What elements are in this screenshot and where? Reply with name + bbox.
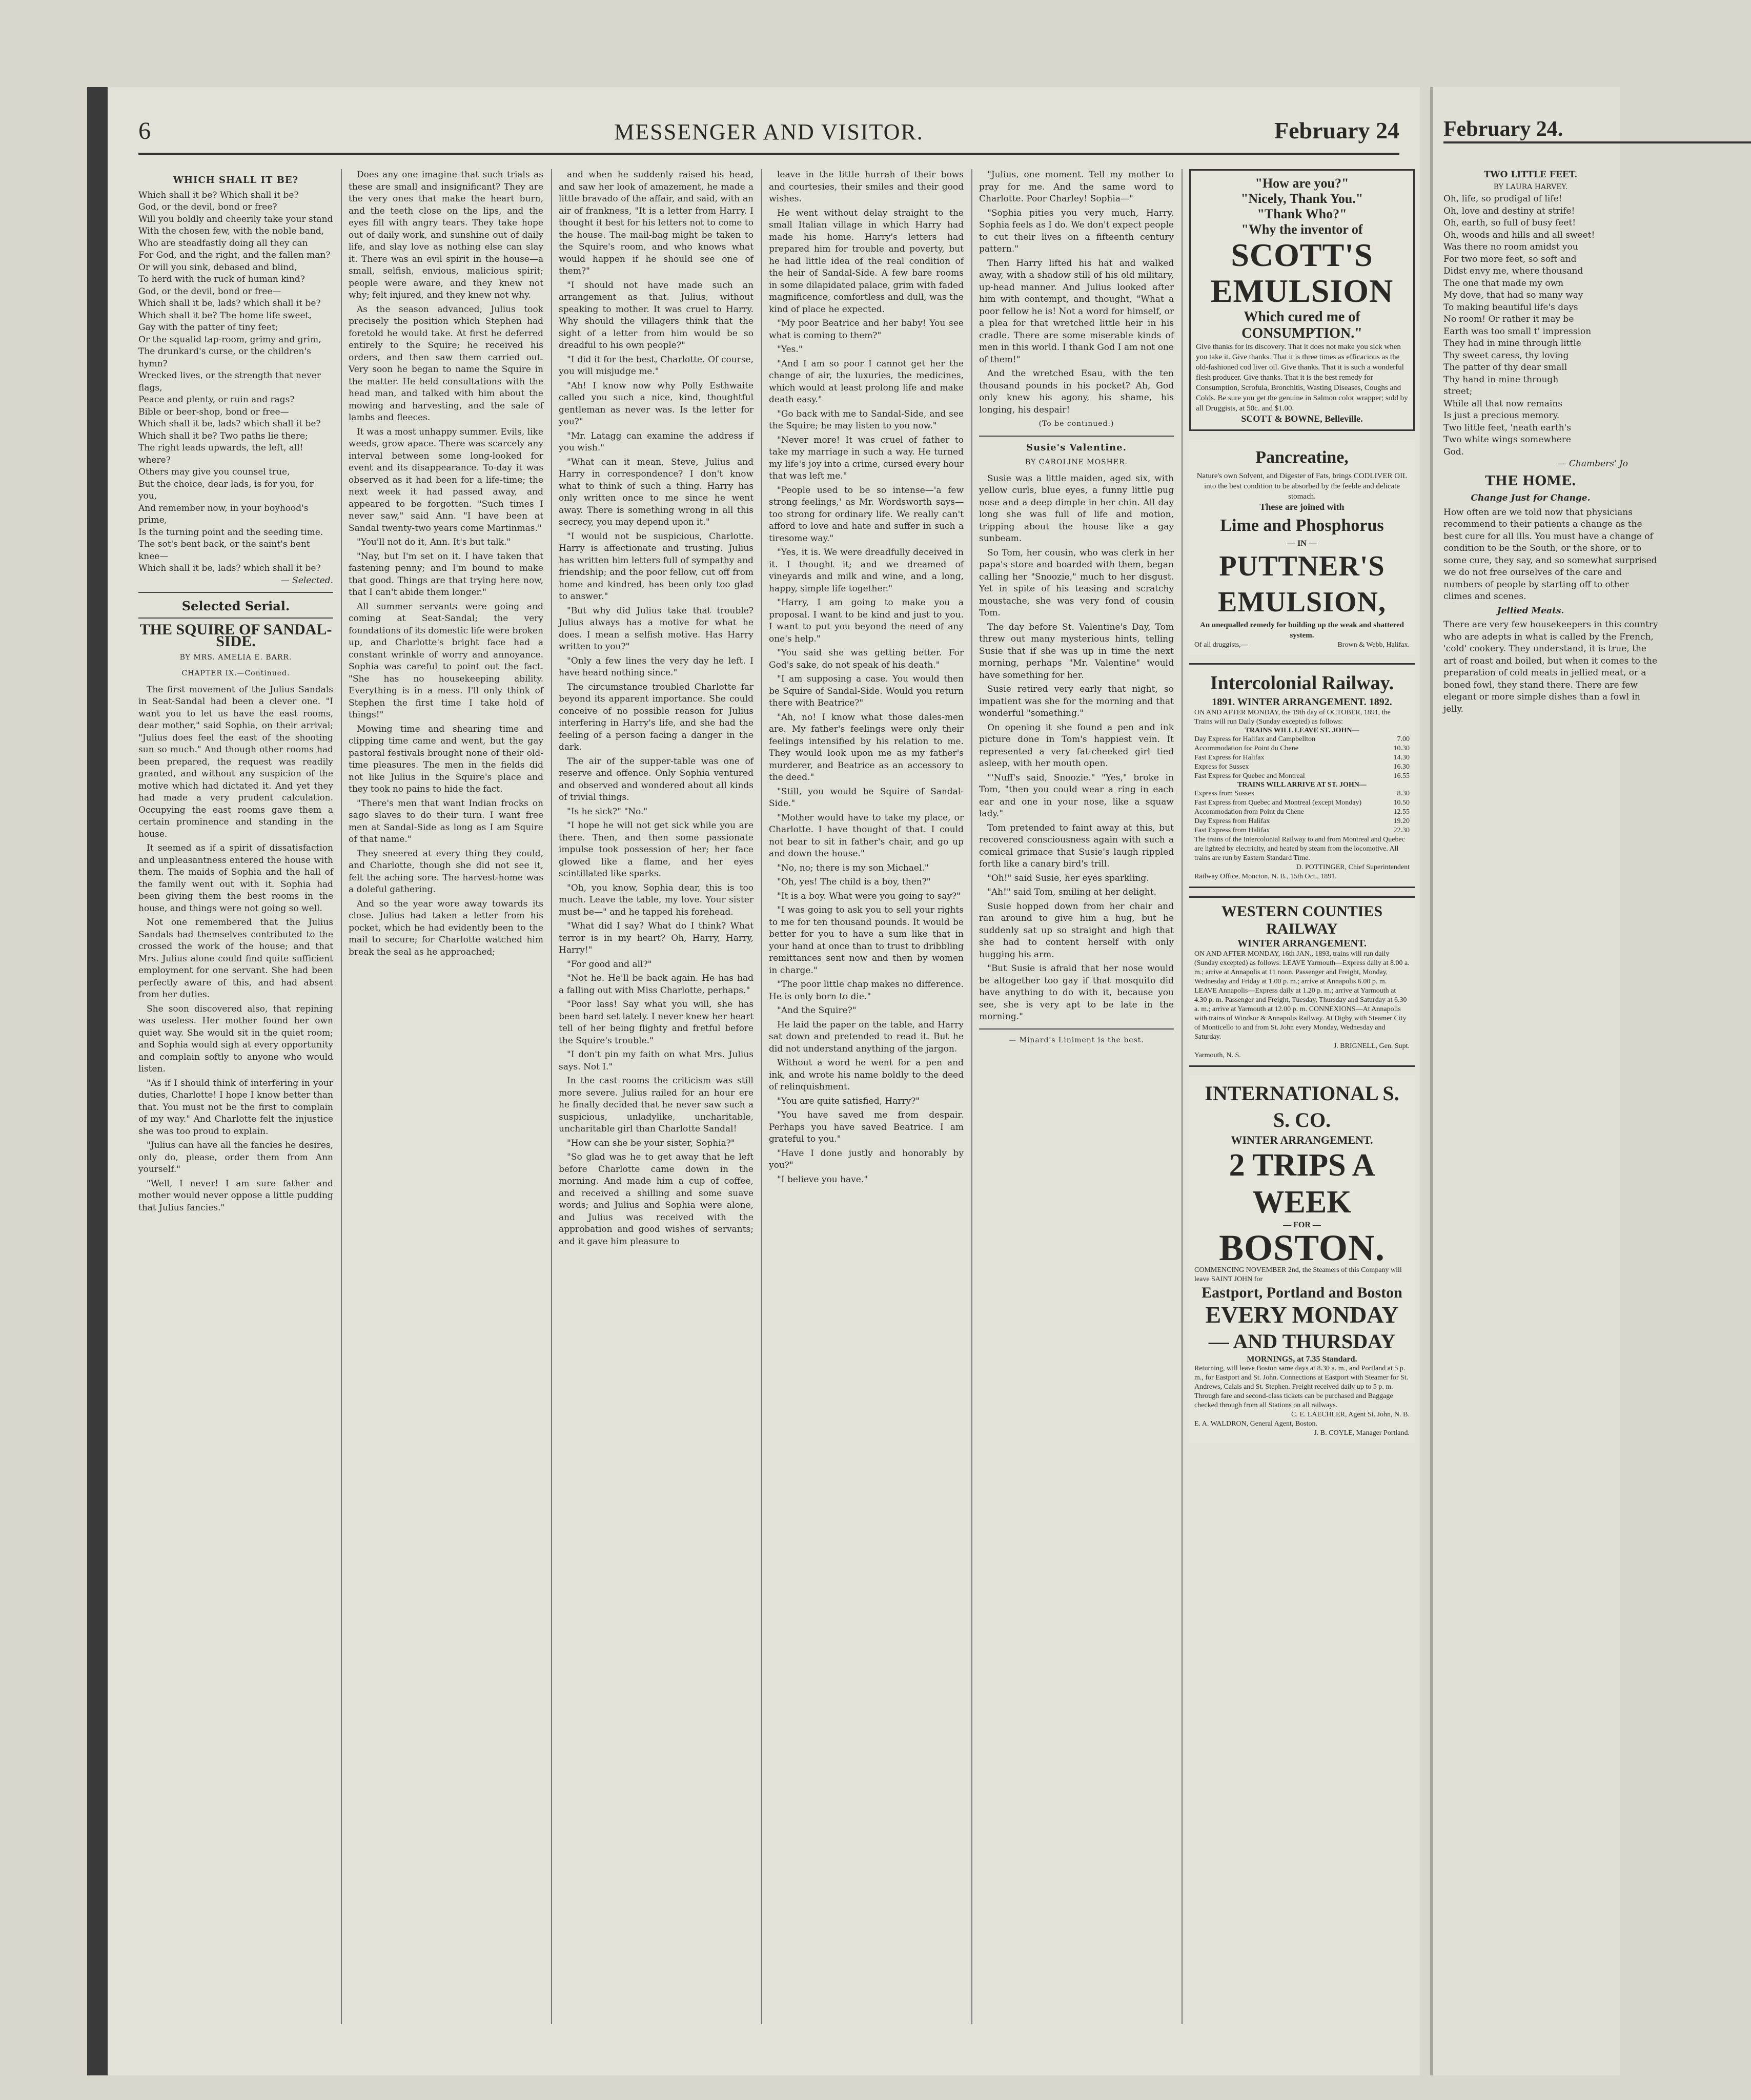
paragraph: "I am supposing a case. You would then be Squire of Sandal-Side. Would you return there with Beatrice?" [769, 674, 964, 708]
paragraph: "Is he sick?" "No." [567, 806, 648, 817]
timetable-row [1194, 798, 1410, 808]
timetable-row [1194, 772, 1410, 781]
train-time: 16.55 [1393, 772, 1410, 780]
paragraph: So Tom, her cousin, who was clerk in her papa's store and boarded with them, began calling her "Snoozie," much to her disgust. Yet in spite of his teasing and scratchy moustache, she was very fond of cousin Tom. [979, 547, 1174, 618]
train-time: 12.55 [1393, 808, 1410, 816]
chapter-heading: CHAPTER IX.—Continued. [181, 669, 290, 677]
paragraph: The day before St. Valentine's Day, Tom threw out many mysterious hints, telling Susie that if she was up in time the next morning, perhaps "Mr. Valentine" would have something for her. [979, 622, 1174, 681]
divider [979, 436, 1174, 437]
paragraph: Susie hopped down from her chair and ran around to give him a hug, but he suddenly sat up so straight and high that she had to content herself with only hugging his arm. [979, 901, 1174, 960]
paragraph: "Ah!" said Tom, smiling at her delight. [987, 887, 1157, 897]
paragraph: "I should not have made such an arrangement as that. Julius, without speaking to mother. It was cruel to Harry. Why should the villagers think that the sight of a letter from him would be so dreadful to his own people?" [559, 280, 754, 351]
ad-line: WINTER ARRANGEMENT. [1231, 1134, 1373, 1146]
paragraph: He laid the paper on the table, and Harry sat down and pretended to read it. But he did not understand anything of the jargon. [769, 1019, 964, 1054]
story-title: Susie's Valentine. [1026, 442, 1127, 453]
divider [979, 1028, 1174, 1030]
paragraph: "Yes." [777, 344, 803, 355]
paragraph: "I don't pin my faith on what Mrs. Julius says. Not I." [559, 1049, 754, 1072]
train-time: 14.30 [1393, 754, 1410, 761]
ad-line: — IN — [1287, 539, 1317, 548]
column-rule [971, 169, 972, 2024]
ad-tagline: Which cured me of CONSUMPTION." [1241, 309, 1362, 341]
ad-brand: PUTTNER'S [1219, 550, 1385, 582]
paragraph: "You have saved me from despair. Perhaps you have saved Beatrice. I am grateful to you." [769, 1110, 964, 1144]
paragraph: Tom pretended to faint away at this, but recovered consciousness again with such a comical grimace that Susie's laugh rippled forth like a canary bird's trill. [979, 822, 1174, 869]
issue-date: February 24 [1274, 117, 1399, 143]
train-name: Express from Sussex [1194, 790, 1255, 797]
paragraph: leave in the little hurrah of their bows and courtesies, their smiles and their good wishes. [769, 170, 964, 204]
divider [138, 617, 333, 619]
paragraph: "People used to be so intense—'a few strong feelings,' as Mr. Wordsworth says—too strong for ordinary life. We really can't afford to love and hate and suffer in such a tiresome way." [769, 485, 964, 544]
paragraph: The air of the supper-table was one of reserve and offence. Only Sophia ventured and observed and wondered about all kinds of trivial things. [559, 756, 754, 802]
paragraph: "It is a boy. What were you going to say?" [777, 891, 961, 901]
paragraph: It was a most unhappy summer. Evils, like weeds, grow apace. There was scarcely any interval between some long-looked for event and its disappearance. To-day it was observed as it had been for a life-time; the next week it had passed away, and appeared to be forgotten. "Such times I never saw," said Ann. "I have been at Sandal twenty-two years come Martinmas." [349, 426, 543, 533]
ad-line: TRAINS WILL ARRIVE AT ST. JOHN— [1237, 781, 1367, 789]
paragraph: In the cast rooms the criticism was still more severe. Julius railed for an hour ere he finally decided that he never saw such a suspicious, unladylike, uncharitable, uncharitable girl than Charlotte Sandal! [559, 1076, 754, 1134]
paragraph: And the wretched Esau, with the ten thousand pounds in his pocket? Ah, God only knew his agony, his shame, his longing, his despair! [979, 368, 1174, 415]
poem-signature: — Selected. [280, 575, 333, 586]
section-heading: THE HOME. [1485, 473, 1576, 489]
paragraph: "Never more! It was cruel of father to take my marriage in such a way. He turned my life's joy into a crime, cursed every hour that was left me." [769, 435, 964, 481]
masthead [138, 117, 1399, 155]
ad-brand: SCOTT'S [1231, 237, 1373, 273]
paragraph: "You said she was getting better. For God's sake, do not speak of his death." [769, 648, 964, 670]
ad-body: COMMENCING NOVEMBER 2nd, the Steamers of this Company will leave SAINT JOHN for [1194, 1266, 1402, 1283]
ad-body: Nature's own Solvent, and Digester of Fats, brings CODLIVER OIL into the best condition to be absorbed by the feeble and delicate stomach. [1196, 472, 1408, 501]
ad-line: "Thank Who?" [1257, 207, 1347, 221]
paper-title: MESSENGER AND VISITOR. [614, 119, 924, 145]
ad-heading: WESTERN COUNTIES RAILWAY [1221, 903, 1383, 937]
ad-body: ON AND AFTER MONDAY, the 19th day of OCTOBER, 1891, the Trains will run Daily (Sunday excepted) as follows: [1194, 709, 1391, 726]
paragraph: "'Nuff's said, Snoozie." "Yes," broke in Tom, "then you could wear a ring in each ear and one in your nose, like a squaw lady." [979, 772, 1174, 819]
paragraph: The first movement of the Julius Sandals in Seat-Sandal had been a clever one. "I want you to let us have the east rooms, dear mother," said Sophia, on their arrival; "Julius does feel the east of the shooting sun so much." And though other rooms had been prepared, the request was readily granted, and without any suspicion of the motive which had dictated it. And yet they had made a very prudent calculation. Occupying the east rooms gave them a certain prominence and standing in the house. [138, 684, 333, 839]
serial-byline: BY MRS. AMELIA E. BARR. [179, 653, 292, 662]
paragraph: On opening it she found a pen and ink picture done in Tom's happiest vein. It represented a very fat-cheeked girl tied asleep, with her mouth open. [979, 722, 1174, 769]
paragraph: "My poor Beatrice and her baby! You see what is coming to them?" [769, 318, 964, 341]
section-heading: Selected Serial. [181, 599, 290, 613]
paragraph: How often are we told now that physicians recommend to their patients a change as the best cure for all ills. You must have a change of condition to be the South, or the shore, or to some cure, they say, and so somewhat surprised we do not free ourselves of the care and numbers of people by starting off to other climes and scenes. [1443, 507, 1657, 602]
column-rule [551, 169, 552, 2024]
paragraph: "Only a few lines the very day he left. I have heard nothing since." [559, 655, 754, 678]
paragraph: Does any one imagine that such trials as these are small and insignificant? They are the very ones that make the heart burn, and the teeth close on the lips, and the eyes fill with angry tears. They take hope out of daily work, and sunshine out of daily life, and slay love as nothing else can slay it. There was an evil spirit in the house—a small, selfish, envious, malicious spirit; people were aware, and they knew not why; felt injured, and they knew not why. [349, 170, 543, 300]
paragraph: Then Harry lifted his hat and walked away, with a shadow still of his old military, up-head manner. And Julius looked after him with contempt, and thought, "What a poor fellow he is! Not a word for himself, or a plea for that wretched little heir in his cradle. There are some miserable kinds of men in this world. I thank God I am not one of them!" [979, 258, 1174, 365]
ad-tagline: An unequalled remedy for building up the weak and shattered system. [1200, 621, 1404, 640]
page-number: 6 [138, 117, 151, 145]
column-3 [559, 169, 754, 2024]
timetable-row [1194, 826, 1410, 835]
puttners-emulsion-ad [1189, 439, 1415, 655]
ad-line: Eastport, Portland and Boston [1202, 1284, 1402, 1301]
paragraph: "Poor lass! Say what you will, she has been hard set lately. I never knew her heart tell of her being flighty and fretful before the Squire's trouble." [559, 999, 754, 1046]
timetable-row [1194, 735, 1410, 744]
paragraph: Mowing time and shearing time and clipping time came and went, but the gay pastoral festivals brought none of their old-time pleasures. The men in the fields did not like Julius in the Squire's place and they took no pains to hide the fact. [349, 724, 543, 794]
paragraph: The circumstance troubled Charlotte far beyond its apparent importance. She could conceive of no possible reason for Julius interfering in Harry's life, and she had the feeling of a person facing a danger in the dark. [559, 682, 754, 752]
column-rule [761, 169, 762, 2024]
paragraph: All summer servants were going and coming at Seat-Sandal; the very foundations of its domestic life were broken up, and Charlotte's bright face had a constant wrinkle of worry and annoyance. Sophia was careful to point out the fact. "She has no housekeeping ability. Everything is in a mess. I'll only think of Stephen the first time I take hold of things!" [349, 601, 543, 720]
paragraph: "For good and all?" [567, 959, 652, 970]
paragraph: As the season advanced, Julius took precisely the position which Stephen had foretold he would take. At first he deferred entirely to the Squire; he received his orders, and then saw them carried out. Very soon he began to name the Squire in the matter. He held consultations with the head man, and talked with him about the mowing and harvesting, and the sale of lambs and fleeces. [349, 304, 543, 423]
column-1 [138, 169, 333, 2024]
paragraph: Without a word he went for a pen and ink, and wrote his name boldly to the deed of relinquishment. [769, 1058, 964, 1092]
paragraph: "And I am so poor I cannot get her the change of air, the luxuries, the medicines, which would at least prolong life and make death easy." [769, 358, 964, 405]
paragraph: "Mr. Latagg can examine the address if you wish." [559, 430, 754, 453]
ad-line: "Why the inventor of [1241, 222, 1363, 237]
poem-title: TWO LITTLE FEET. [1483, 170, 1578, 180]
paragraph: "Mother would have to take my place, or Charlotte. I have thought of that. I could not bear to sit in father's chair, and go up and down the house." [769, 812, 964, 859]
ad-brand: EMULSION, [1218, 586, 1386, 618]
ad-footer [1194, 641, 1410, 650]
paragraph: Susie was a little maiden, aged six, with yellow curls, blue eyes, a funny little pug nose and a deep dimple in her chin. All day long she was full of life and motion, tripping about the house like a gay sunbeam. [979, 473, 1174, 544]
timetable-row [1194, 744, 1410, 753]
paragraph: "I would not be suspicious, Charlotte. Harry is affectionate and trusting. Julius has written him letters full of sympathy and friendship; and the poor fellow, cut off from home and kindred, has been only too glad to answer." [559, 531, 754, 602]
ad-heading: EVERY MONDAY [1205, 1302, 1399, 1328]
paragraph: "What did I say? What do I think? What terror is in my heart? Oh, Harry, Harry, Harry!" [559, 921, 754, 955]
paragraph: They sneered at every thing they could, and Charlotte, though she did not see it, felt the aching sore. The harvest-home was a doleful gathering. [349, 848, 543, 895]
ad-heading: Lime and Phosphorus [1220, 516, 1384, 535]
paragraph: "Harry, I am going to make you a proposal. I want to be kind and just to you. I want to put you beyond the need of any one's help." [769, 598, 964, 644]
footer-note: — Minard's Liniment is the best. [1009, 1036, 1144, 1044]
next-page-column [1443, 169, 1659, 717]
column-rule [1182, 169, 1183, 2024]
next-page-date: February 24. [1443, 117, 1751, 143]
ad-signature: E. A. WALDRON, General Agent, Boston. [1194, 1420, 1318, 1428]
ad-heading: — AND THURSDAY [1208, 1330, 1396, 1353]
advertisements-column [1189, 169, 1415, 2024]
train-name: Accommodation from Point du Chene [1194, 808, 1304, 816]
paragraph: "I believe you have." [777, 1174, 868, 1185]
paragraph: and when he suddenly raised his head, and saw her look of amazement, he made a little bravado of the affair, and said, with an air of frankness, "It is a letter from Harry. I thought it best for his letters not to come to the house. The mail-bag might be taken to the Squire's room, and who knows what would happen if he should see one of them?" [559, 170, 754, 276]
paragraph: "Yes, it is. We were dreadfully deceived in it. I thought it; and we dreamed of vineyards and milk and wine, and a long, happy, simple life together." [769, 547, 964, 594]
paragraph: "Ah, no! I know what those dales-men are. My father's feelings were only their feelings intensified by his relation to me. They would look upon me as my father's murderer, and Beatrice as an accessory to the deed." [769, 712, 964, 783]
timetable-row [1194, 817, 1410, 826]
column-4 [769, 169, 964, 2024]
column-2 [349, 169, 543, 2024]
train-time: 10.30 [1393, 745, 1410, 752]
international-ss-co-ad [1189, 1075, 1415, 1443]
paragraph: "And the Squire?" [777, 1005, 857, 1016]
ad-signature: J. B. COYLE, Manager Portland. [1314, 1429, 1410, 1437]
paragraph: "I hope he will not get sick while you are there. Then, and then some passionate impulse took possession of her; her face glowed like a flame, and her eyes scintillated like sparks. [559, 820, 754, 879]
ad-heading: Pancreatine, [1255, 448, 1349, 467]
ad-firm: SCOTT & BOWNE, Belleville. [1241, 414, 1363, 424]
western-counties-railway-ad [1189, 896, 1415, 1067]
ad-body: The trains of the Intercolonial Railway to and from Montreal and Quebec are lighted by electricity, and heated by steam from the locomotive. All trains are run by Eastern Standard Time. [1194, 836, 1405, 862]
paragraph: She soon discovered also, that repining was useless. Her mother found her own quiet way. She would sit in the quiet room; and Sophia would sigh at every opportunity and complain softly to anyone who would listen. [138, 1003, 333, 1074]
ad-line: TRAINS WILL LEAVE ST. JOHN— [1245, 727, 1359, 734]
paragraph: "You are quite satisfied, Harry?" [777, 1096, 920, 1106]
divider [138, 592, 333, 593]
poem-text: Oh, life, so prodigal of life! Oh, love and destiny at strife! Oh, earth, so full of busy feet! Oh, woods and hills and all sweet! Was there no room amidst you For two more feet, so soft and Didst envy me, where thousand The one that made my own My dove, that had so many way To making beautiful life's days No room! Or rather it may be Earth was too small t' impression They had in mine through little Thy sweet caress, thy loving The patter of thy dear small Thy hand in mine through street; While all that now remains Is just a precious memory. Two little feet, 'neath earth's Two white wings somewhere God. [1443, 194, 1595, 457]
paragraph: "There's men that want Indian frocks on sago slaves to do their turn. I want free men at Sandal-Side as long as I am Squire of that name." [349, 798, 543, 845]
train-name: Fast Express from Halifax [1194, 827, 1270, 834]
train-time: 22.30 [1393, 827, 1410, 834]
ad-heading: INTERNATIONAL S. S. CO. [1205, 1082, 1399, 1131]
ad-heading: Intercolonial Railway. [1210, 672, 1394, 694]
ad-body: Returning, will leave Boston same days at 8.30 a. m., and Portland at 5 p. m., for Eastport and St. John. Connections at Eastport with Steamer for St. Andrews, Calais and St. Stephen. Freight received daily up to 5 p. m. Through fare and second-class tickets can be purchased and Baggage checked through from all Stations on all railways. [1194, 1365, 1409, 1409]
paragraph: "How can she be your sister, Sophia?" [567, 1138, 735, 1148]
continued-note: (To be continued.) [1039, 420, 1114, 428]
train-time: 8.30 [1397, 790, 1410, 797]
timetable-row [1194, 763, 1410, 772]
paragraph: "But Susie is afraid that her nose would be altogether too gay if that mosquito did have anything to do with it, because you see, she is very apt to be late in the morning." [979, 963, 1174, 1022]
ad-signature: D. POTTINGER, Chief Superintendent [1296, 863, 1410, 871]
intercolonial-railway-ad [1189, 663, 1415, 888]
ad-line: MORNINGS, at 7.35 Standard. [1247, 1355, 1357, 1364]
paragraph: "Oh, you know, Sophia dear, this is too much. Leave the table, my love. Your sister must be—" and he tapped his forehead. [559, 882, 754, 917]
paragraph: "Sophia pities you very much, Harry. Sophia feels as I do. We don't expect people to cut their lives on a fifteenth century pattern." [979, 208, 1174, 254]
paragraph: "Oh!" said Susie, her eyes sparkling. [987, 873, 1149, 883]
paragraph: "But why did Julius take that trouble? Julius always has a motive for what he does. I mean a selfish motive. Has Harry written to you?" [559, 605, 754, 652]
paragraph: "Nay, but I'm set on it. I have taken that fastening penny; and I'm bound to make that good. Things are that trying here now, that I can't abide them longer." [349, 551, 543, 598]
poem-text: Which shall it be? Which shall it be? God, or the devil, bond or free? Will you boldly and cheerily take your stand With the chosen few, with the noble band, Who are steadfastly doing all they can For God, and the right, and the fallen man? Or will you sink, debased and blind, To herd with the ruck of human kind? God, or the devil, bond or free— Which shall it be, lads? which shall it be? Which shall it be? The home life sweet, Gay with the patter of tiny feet; Or the squalid tap-room, grimy and grim, The drunkard's curse, or the children's hymn? Wrecked lives, or the strength that never flags, Peace and plenty, or ruin and rags? Bible or beer-shop, bond or free— Which shall it be, lads? which shall it be? Which shall it be? Two paths lie there; The right leads upwards, the left, all! where? Others may give you counsel true, But the choice, dear lads, is for you, for you, And remember now, in your boyhood's prime, Is the turning point and the seeding time. The sot's bent back, or the saint's bent knee— Which shall it be, lads? which shall it be? [138, 190, 333, 573]
paragraph: "Julius, one moment. Tell my mother to pray for me. And the same word to Charlotte. Poor Charley! Sophia—" [979, 170, 1174, 204]
paragraph: Not one remembered that the Julius Sandals had themselves contributed to the crossed the work of the house; and that Mrs. Julius alone could find quite sufficient employment for one servant. She had been perfectly aware of this, and had absent from her duties. [138, 917, 333, 1000]
timetable-row [1194, 808, 1410, 817]
timetable-row [1194, 753, 1410, 763]
ad-line: WINTER ARRANGEMENT. [1237, 938, 1367, 949]
paragraph: "Not he. He'll be back again. He has had a falling out with Miss Charlotte, perhaps." [559, 973, 754, 996]
train-name: Fast Express for Halifax [1194, 754, 1265, 761]
paragraph: There are very few housekeepers in this country who are adepts in what is called by the French, 'cold' cookery. They understand, it is true, the art of roast and boiled, but when it comes to the preparation of cold meats in jellied meat, or a boned fowl, they stand there. There are few elegant or more simple dishes than a fowl in jelly. [1443, 620, 1658, 714]
ad-line: Yarmouth, N. S. [1194, 1052, 1241, 1059]
ad-firm: Brown & Webb, Halifax. [1337, 641, 1410, 649]
paragraph: "Ah! I know now why Polly Esthwaite called you such a nice, kind, thoughtful gentleman as never was. Is the letter for you?" [559, 380, 754, 427]
paragraph: "You'll not do it, Ann. It's but talk." [357, 537, 511, 547]
paragraph: "So glad was he to get away that he left before Charlotte came down in the morning. And made him a cup of coffee, and received a shilling and some suave words; and Julius and Sophia were alone, and Julius was received with the approbation and good wishes of servants; and it gave him pleasure to [559, 1152, 754, 1247]
ad-line: Railway Office, Moncton, N. B., 15th Oct., 1891. [1194, 873, 1337, 880]
poem-title: WHICH SHALL IT BE? [173, 175, 299, 186]
paragraph: "Go back with me to Sandal-Side, and see the Squire; he may listen to you now." [769, 408, 964, 431]
train-name: Express for Sussex [1194, 763, 1249, 771]
paragraph: "The poor little chap makes no difference. He is only born to die." [769, 979, 964, 1002]
subheading: Jellied Meats. [1497, 605, 1564, 616]
serial-title: THE SQUIRE OF SANDAL-SIDE. [139, 621, 332, 650]
paragraph: Susie retired very early that night, so impatient was she for the morning and that wonderful "something." [979, 684, 1174, 718]
scotts-emulsion-ad [1189, 169, 1415, 431]
paragraph: And so the year wore away towards its close. Julius had taken a letter from his pocket, which he had evidently been to the mail to secure; for Charlotte watched him break the seal as he approached; [349, 898, 543, 957]
ad-line: — FOR — [1283, 1221, 1321, 1229]
paragraph: "I was going to ask you to sell your rights to me for ten thousand pounds. It would be better for you to have a sum like that in your hand at once than to trust to dribbling remittances sent now and then by women in charge." [769, 905, 964, 976]
train-name: Fast Express for Quebec and Montreal [1194, 772, 1305, 780]
train-name: Day Express from Halifax [1194, 817, 1270, 825]
ad-line: 1891. WINTER ARRANGEMENT. 1892. [1212, 696, 1392, 708]
paragraph: "What can it mean, Steve, Julius and Harry in correspondence? I don't know what to think of such a thing. Harry has only written once to me since he went away. There is something wrong in all this secrecy, you may depend upon it." [559, 457, 754, 527]
paragraph: "As if I should think of interfering in your duties, Charlotte! I hope I know better than that. You must not be the first to complain of my way." And Charlotte felt the injustice she was too proud to explain. [138, 1078, 333, 1137]
paragraph: He went without delay straight to the small Italian village in which Harry had made his home. Harry's letters had prepared him for trouble and poverty, but he had little idea of the real condition of the heir of Sandal-Side. A few bare rooms in some dilapidated palace, grim with faded magnificence, comfortless and dull, was the kind of place he expected. [769, 208, 964, 315]
timetable-row [1194, 789, 1410, 798]
paragraph: "Have I done justly and honorably by you?" [769, 1148, 964, 1170]
paragraph: "Still, you would be Squire of Sandal-Side." [769, 786, 964, 809]
train-time: 16.30 [1393, 763, 1410, 771]
train-time: 10.50 [1393, 799, 1410, 807]
ad-line: "How are you?" [1255, 176, 1349, 191]
poem-byline: BY LAURA HARVEY. [1493, 182, 1568, 191]
ad-line: Of all druggists,— [1194, 641, 1248, 649]
train-name: Accommodation for Point du Chene [1194, 745, 1298, 752]
ad-heading: 2 TRIPS A WEEK [1229, 1148, 1375, 1220]
train-time: 19.20 [1393, 817, 1410, 825]
paragraph: "Julius can have all the fancies he desires, only do, please, order them from Ann yourself." [138, 1140, 333, 1175]
paragraph: "Oh, yes! The child is a boy, then?" [777, 877, 931, 887]
ad-line: "Nicely, Thank You." [1240, 191, 1363, 206]
ad-body: Give thanks for its discovery. That it does not make you sick when you take it. Give thanks. That it is three times as efficacious as the old-fashioned cod liver oil. Give thanks. That it is such a wonderful flesh producer. Give thanks. That it is the best remedy for Consumption, Scrofula, Bronchitis, Wasting Diseases, Coughs and Colds. Be sure you get the genuine in Salmon color wrapper; sold by all Druggists, at 50c. and $1.00. [1196, 343, 1408, 413]
column-rule [341, 169, 342, 2024]
paragraph: "No, no; there is my son Michael." [777, 862, 929, 873]
poem-signature: — Chambers' Jo [1557, 459, 1628, 469]
paragraph: It seemed as if a spirit of dissatisfaction and unpleasantness entered the house with them. The maids of Sophia and the hall of the family went out with it. Sophia had been giving them the best rooms in the house, and things were not going so well. [138, 843, 333, 914]
ad-brand: EMULSION [1210, 273, 1394, 309]
ad-line: These are joined with [1259, 502, 1345, 512]
ad-signature: C. E. LAECHLER, Agent St. John, N. B. [1291, 1411, 1410, 1418]
paragraph: "I did it for the best, Charlotte. Of course, you will misjudge me." [559, 354, 754, 377]
paragraph: "Well, I never! I am sure father and mother would never oppose a little pudding that Julius fancies." [138, 1178, 333, 1213]
next-page-fragment [1430, 87, 1658, 2075]
ad-signature: J. BRIGNELL, Gen. Supt. [1333, 1042, 1410, 1050]
story-byline: BY CAROLINE MOSHER. [1025, 458, 1128, 466]
ad-body: ON AND AFTER MONDAY, 16th JAN., 1893, trains will run daily (Sunday excepted) as follows: LEAVE Yarmouth—Express daily at 8.00 a. m.; arrive at Annapolis at 11 noon. Passenger and Freight, Monday, Wednesday and Friday at 1.00 p. m.; arrive at Annapolis 6.00 p. m. LEAVE Annapolis—Express daily at 1.20 p. m.; arrive at Yarmouth at 4.30 p. m. Passenger and Freight, Tuesday, Thursday and Saturday at 6.30 a. m.; arrive at Yarmouth at 12.00 p. m. CONNEXIONS—At Annapolis with trains of Windsor & Annapolis Railway. At Digby with Steamer City of Monticello to and from St. John every Monday, Wednesday and Saturday. [1194, 950, 1410, 1041]
ad-brand: BOSTON. [1219, 1227, 1385, 1268]
column-5 [979, 169, 1174, 2024]
train-name: Day Express for Halifax and Campbellton [1194, 735, 1315, 743]
subheading: Change Just for Change. [1471, 493, 1591, 503]
train-time: 7.00 [1397, 735, 1410, 743]
newspaper-page [87, 87, 1420, 2075]
train-name: Fast Express from Quebec and Montreal (except Monday) [1194, 799, 1362, 807]
